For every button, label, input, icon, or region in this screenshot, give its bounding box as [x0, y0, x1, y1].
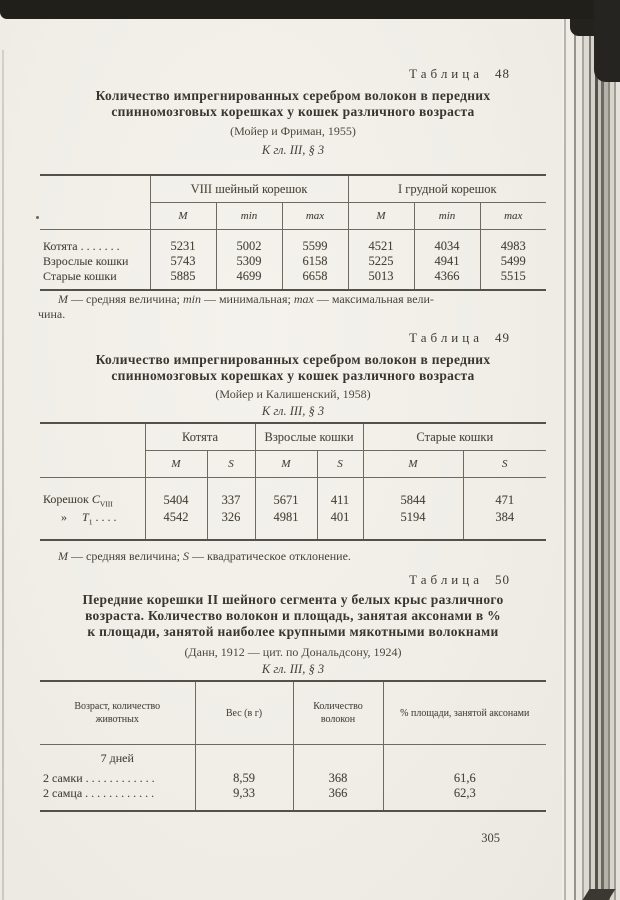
table-49-chapter-ref: К гл. III, § 3	[261, 404, 325, 418]
column-group-header: Взрослые кошки	[255, 423, 363, 451]
table-pad	[216, 284, 282, 290]
column-header: Возраст, количество животных	[40, 681, 195, 745]
row-label-symbol: C	[91, 492, 100, 506]
dot-leader: . . . .	[92, 509, 117, 524]
table-pad	[383, 801, 546, 811]
table-48-caption	[40, 66, 510, 82]
table-cell: 4542	[145, 508, 207, 527]
table-pad	[195, 745, 293, 772]
footnote-part: min	[182, 292, 201, 306]
table-pad	[293, 745, 383, 772]
table-pad	[282, 284, 348, 290]
table-50-title	[40, 592, 546, 640]
table-cell: 5499	[480, 254, 546, 269]
caption-number: 49	[495, 330, 510, 345]
table-cell: 8,59	[195, 771, 293, 786]
title-line: Передние корешки II шейного сегмента у белых крыс различного	[82, 592, 504, 607]
table-48	[40, 174, 546, 291]
table-cell: 5743	[150, 254, 216, 269]
title-line: возраста. Количество волокон и площадь, занятая аксонами в %	[85, 608, 501, 623]
footnote-part: М	[58, 549, 68, 563]
column-header: min	[414, 203, 480, 230]
table-cell: 4981	[255, 508, 317, 527]
table-cell: 6658	[282, 269, 348, 284]
column-header: M	[255, 451, 317, 478]
table-49-source: (Мойер и Калишенский, 1958)	[215, 387, 371, 401]
footnote-part: — квадратическое отклонение.	[188, 549, 351, 563]
age-group-label: 7 дней	[100, 750, 134, 765]
table-cell: 337	[207, 478, 255, 509]
footnote-part: — средняя величина;	[68, 549, 183, 563]
table-pad	[40, 801, 195, 811]
row-label-subscript: VIII	[99, 499, 113, 509]
table-pad	[363, 527, 463, 540]
table-pad	[317, 527, 363, 540]
ditto-mark: »	[61, 509, 67, 524]
table-cell: 5599	[282, 230, 348, 255]
caption-word: Таблица	[409, 572, 483, 587]
table-49	[40, 422, 546, 541]
table-cell: 5002	[216, 230, 282, 255]
title-line: к площади, занятой наиболее крупными мякотными волокнами	[87, 624, 499, 639]
column-header: S	[207, 451, 255, 478]
footnote-part: S	[182, 549, 189, 563]
column-header: % площади, занятой аксонами	[383, 681, 546, 745]
table-cell: 5515	[480, 269, 546, 284]
column-header: M	[150, 203, 216, 230]
table-cell: 5671	[255, 478, 317, 509]
table-pad	[150, 284, 216, 290]
table-48-source: (Мойер и Фриман, 1955)	[230, 124, 356, 138]
title-line: спинномозговых корешках у кошек различного возраста	[111, 368, 475, 383]
table-cell: 6158	[282, 254, 348, 269]
table-cell: 401	[317, 508, 363, 527]
column-header: max	[282, 203, 348, 230]
table-49-title	[40, 352, 546, 384]
caption-number: 48	[495, 66, 510, 81]
table-cell: 4034	[414, 230, 480, 255]
row-label: Старые кошки	[43, 269, 117, 283]
table-49-caption	[40, 330, 510, 346]
row-label	[40, 478, 145, 509]
table-48-title	[40, 88, 546, 120]
column-group-header: Котята	[145, 423, 255, 451]
footnote-line	[38, 549, 550, 564]
footnote-part: max	[293, 292, 314, 306]
footnote-part: — максимальная вели-	[313, 292, 434, 306]
footnote-line: чина.	[38, 307, 66, 321]
table-48-chapter-ref: К гл. III, § 3	[261, 143, 325, 157]
table-48-footnote	[38, 292, 550, 322]
table-pad	[145, 527, 207, 540]
table-cell: 4699	[216, 269, 282, 284]
caption-number: 50	[495, 572, 510, 587]
ink-speck	[36, 216, 39, 219]
table-cell: 5013	[348, 269, 414, 284]
table-cell: 384	[463, 508, 546, 527]
table-pad	[480, 284, 546, 290]
table-50-source: (Данн, 1912 — цит. по Дональдсону, 1924)	[184, 645, 402, 659]
column-group-header: Старые кошки	[363, 423, 546, 451]
table-cell: 471	[463, 478, 546, 509]
caption-word: Таблица	[409, 66, 483, 81]
table-50	[40, 680, 546, 812]
table-pad	[40, 527, 145, 540]
footnote-part: — средняя величина;	[68, 292, 183, 306]
table-pad	[293, 801, 383, 811]
column-header: Вес (в г)	[195, 681, 293, 745]
column-header: S	[317, 451, 363, 478]
table-cell: 411	[317, 478, 363, 509]
row-label-symbol: T	[82, 509, 89, 524]
table-cell: 5225	[348, 254, 414, 269]
table-50-caption	[40, 572, 510, 588]
column-header: max	[480, 203, 546, 230]
table-cell: 5885	[150, 269, 216, 284]
row-label-text: Корешок	[43, 492, 92, 506]
table-pad	[414, 284, 480, 290]
column-header: M	[145, 451, 207, 478]
table-cell: 62,3	[383, 786, 546, 801]
empty-header-cell	[40, 423, 145, 478]
table-cell: 4366	[414, 269, 480, 284]
row-label: Взрослые кошки	[43, 254, 129, 268]
row-label: Котята . . . . . . .	[43, 239, 120, 253]
table-cell: 366	[293, 786, 383, 801]
column-header: M	[348, 203, 414, 230]
column-group-header: VIII шейный корешок	[150, 175, 348, 203]
column-header: Количество волокон	[293, 681, 383, 745]
table-cell: 4983	[480, 230, 546, 255]
column-header: min	[216, 203, 282, 230]
table-pad	[383, 745, 546, 772]
table-cell: 4521	[348, 230, 414, 255]
column-group-header: I грудной корешок	[348, 175, 546, 203]
table-cell: 5404	[145, 478, 207, 509]
footnote-line	[38, 292, 550, 307]
table-pad	[348, 284, 414, 290]
table-50-chapter-ref: К гл. III, § 3	[261, 662, 325, 676]
title-line: Количество импрегнированных серебром волокон в передних	[95, 88, 491, 103]
table-cell: 368	[293, 771, 383, 786]
table-cell: 4941	[414, 254, 480, 269]
row-label: 2 самки . . . . . . . . . . . .	[43, 771, 155, 785]
row-label	[40, 508, 145, 527]
page-number: 305	[481, 831, 500, 845]
empty-header-cell	[40, 175, 150, 230]
table-cell: 5231	[150, 230, 216, 255]
row-label-subscript: 1	[88, 517, 93, 527]
footnote-part: М	[58, 292, 68, 306]
table-cell: 326	[207, 508, 255, 527]
table-pad	[463, 527, 546, 540]
title-line: спинномозговых корешках у кошек различного возраста	[111, 104, 475, 119]
table-pad	[207, 527, 255, 540]
footnote-part: — минимальная;	[200, 292, 294, 306]
table-49-footnote	[38, 549, 550, 564]
table-cell: 5309	[216, 254, 282, 269]
table-pad	[195, 801, 293, 811]
title-line: Количество импрегнированных серебром волокон в передних	[95, 352, 491, 367]
row-label: 2 самца . . . . . . . . . . . .	[43, 786, 155, 800]
table-cell: 9,33	[195, 786, 293, 801]
table-cell: 5844	[363, 478, 463, 509]
column-header: M	[363, 451, 463, 478]
table-cell: 5194	[363, 508, 463, 527]
table-cell: 61,6	[383, 771, 546, 786]
caption-word: Таблица	[409, 330, 483, 345]
table-pad	[255, 527, 317, 540]
table-pad	[40, 284, 150, 290]
column-header: S	[463, 451, 546, 478]
